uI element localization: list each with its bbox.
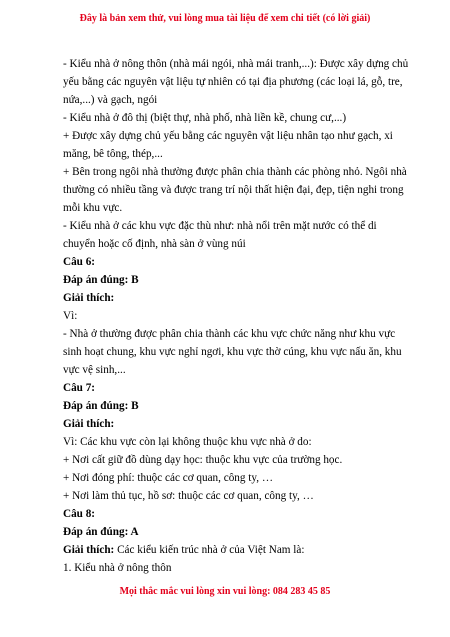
paragraph-line: nứa,...) và gạch, ngói	[63, 94, 158, 106]
document-body	[63, 55, 409, 577]
paragraph-line: yếu bằng các nguyên vật liệu tự nhiên có tại địa phương (các loại lá, gỗ, tre,	[63, 76, 403, 88]
section-heading: Đáp án đúng: B	[63, 400, 139, 412]
paragraph-line: + Nơi cất giữ đồ dùng dạy học: thuộc khu vực của trường học.	[63, 454, 343, 466]
section-heading: Giải thích:	[63, 418, 115, 430]
paragraph-line: Vì:	[63, 310, 78, 322]
section-heading: Câu 8:	[63, 508, 96, 520]
paragraph-line: + Nơi đóng phí: thuộc các cơ quan, công ty, …	[63, 472, 274, 484]
paragraph-line: sinh hoạt chung, khu vực nghỉ ngơi, khu vực thờ cúng, khu vực nấu ăn, khu	[63, 346, 402, 358]
paragraph-line: - Nhà ở thường được phân chia thành các khu vực chức năng như khu vực	[63, 328, 396, 340]
paragraph-line: - Kiểu nhà ở nông thôn (nhà mái ngói, nhà mái tranh,...): Được xây dựng chủ	[63, 58, 409, 70]
inline-text: Các kiểu kiến trúc nhà ở của Việt Nam là:	[114, 544, 305, 556]
contact-footer-banner: Mọi thắc mắc vui lòng xin vui lòng: 084 283 45 85	[119, 586, 331, 597]
section-heading: Câu 6:	[63, 256, 96, 268]
inline-label: Giải thích:	[63, 544, 115, 556]
paragraph-line: 1. Kiểu nhà ở nông thôn	[63, 562, 172, 574]
paragraph-line: chuyển hoặc cố định, nhà sàn ở vùng núi	[63, 238, 246, 250]
paragraph-line: + Nơi làm thủ tục, hồ sơ: thuộc các cơ quan, công ty, …	[63, 490, 314, 502]
paragraph-line: - Kiểu nhà ở các khu vực đặc thù như: nhà nổi trên mặt nước có thể di	[63, 220, 377, 232]
section-heading: Đáp án đúng: B	[63, 274, 139, 286]
paragraph-line: + Bên trong ngôi nhà thường được phân chia thành các phòng nhỏ. Ngôi nhà	[63, 166, 407, 178]
paragraph-line: Vì: Các khu vực còn lại không thuộc khu vực nhà ở do:	[63, 436, 312, 448]
preview-notice-banner: Đây là bản xem thử, vui lòng mua tài liệu để xem chi tiết (có lời giải)	[79, 13, 371, 24]
section-heading: Câu 7:	[63, 382, 96, 394]
paragraph-line: + Được xây dựng chủ yếu bằng các nguyên vật liệu nhân tạo như gạch, xi	[63, 130, 393, 142]
paragraph-line: măng, bê tông, thép,...	[63, 148, 163, 160]
section-heading: Giải thích:	[63, 292, 115, 304]
paragraph-line: thường có nhiều tầng và được trang trí nội thất hiện đại, đẹp, tiện nghi trong	[63, 184, 404, 196]
paragraph-line: mỗi khu vực.	[63, 202, 123, 214]
paragraph-line: - Kiểu nhà ở đô thị (biệt thự, nhà phố, nhà liền kề, chung cư,...)	[63, 112, 347, 124]
paragraph-line: vực vệ sinh,...	[63, 364, 126, 376]
section-heading: Đáp án đúng: A	[63, 526, 139, 538]
paragraph-line	[63, 541, 391, 559]
